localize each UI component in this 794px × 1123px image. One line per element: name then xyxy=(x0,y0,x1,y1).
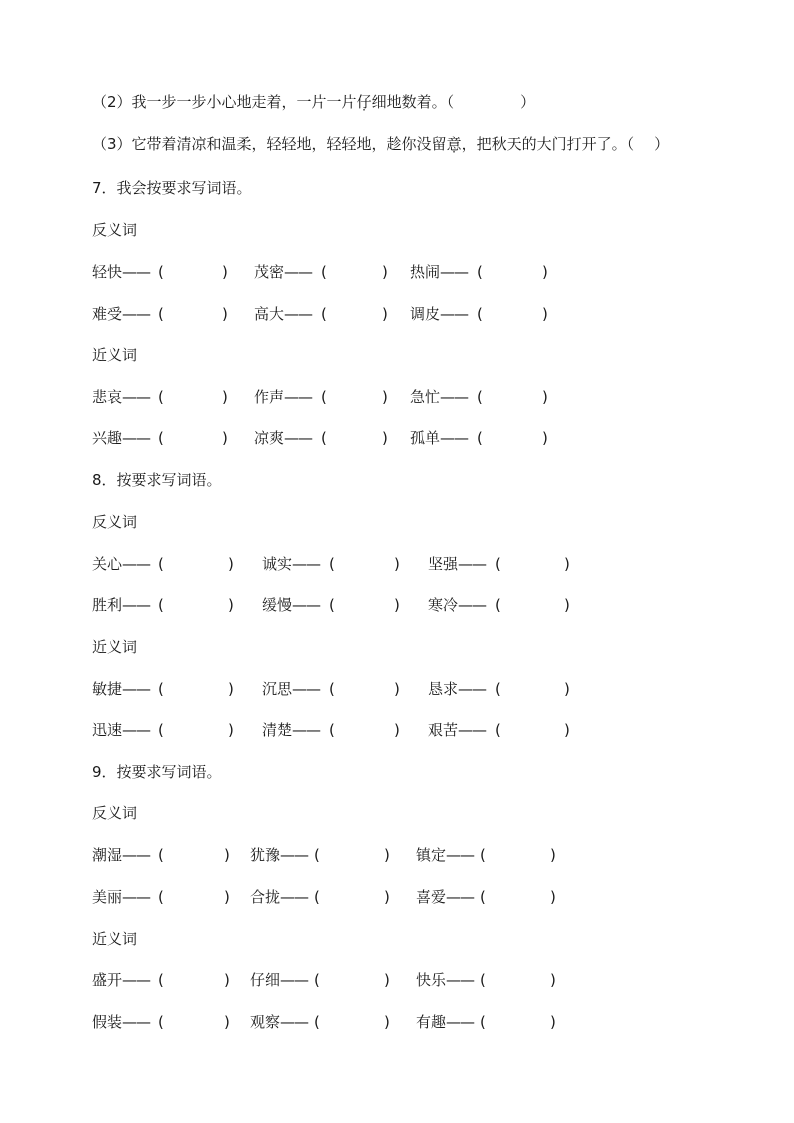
dash: —— xyxy=(122,1013,151,1031)
question-3-dotted-char: 意 xyxy=(446,135,462,153)
answer-blank-close: ) xyxy=(224,888,230,906)
dash: —— xyxy=(446,888,475,906)
dash: —— xyxy=(122,971,151,989)
prompt-word: 凉爽—— xyxy=(254,429,313,447)
prompt-word: 犹豫—— xyxy=(250,846,309,864)
answer-blank-close: ) xyxy=(228,596,234,614)
antonym-label: 反义词 xyxy=(92,221,138,239)
answer-blank-open[interactable]: ( xyxy=(158,846,164,864)
answer-blank-open[interactable]: ( xyxy=(321,305,327,323)
prompt-word: 恳求—— xyxy=(428,680,487,698)
dash: —— xyxy=(284,263,313,281)
answer-blank-close: ) xyxy=(564,555,570,573)
prompt-word: 美丽—— xyxy=(92,888,151,906)
dash: —— xyxy=(458,555,487,573)
answer-blank-open[interactable]: ( xyxy=(495,596,501,614)
answer-blank-open[interactable]: ( xyxy=(158,971,164,989)
answer-blank-open[interactable]: ( xyxy=(158,888,164,906)
dash: —— xyxy=(122,305,151,323)
question-2-line xyxy=(92,92,535,112)
prompt-word: 兴趣—— xyxy=(92,429,151,447)
answer-blank-close: ) xyxy=(382,263,388,281)
question-3-text-post: ，把秋天的大门打开了。 xyxy=(461,135,627,153)
question-3-text-pre: 它带着清凉和温柔，轻轻地，轻轻地，趁你没留 xyxy=(131,135,447,153)
synonym-label: 近义词 xyxy=(92,638,138,656)
prompt-word: 喜爱—— xyxy=(416,888,475,906)
section-title: 9．按要求写词语。 xyxy=(92,763,222,781)
dash: —— xyxy=(446,1013,475,1031)
answer-blank-open[interactable]: ( xyxy=(477,429,483,447)
answer-blank-close: ) xyxy=(394,721,400,739)
answer-blank-close: ) xyxy=(394,555,400,573)
prompt-word: 寒冷—— xyxy=(428,596,487,614)
question-2-text-pre: 我一步一步小心地走着，一片一片 xyxy=(131,93,357,111)
dash: —— xyxy=(292,555,321,573)
prompt-word: 沉思—— xyxy=(262,680,321,698)
answer-blank-close: ) xyxy=(384,1013,390,1031)
prompt-word: 热闹—— xyxy=(410,263,469,281)
word-row xyxy=(92,428,712,448)
answer-blank-close: ) xyxy=(382,305,388,323)
answer-blank-close: ) xyxy=(550,888,556,906)
word-row xyxy=(92,887,712,907)
answer-blank-open[interactable]: ( xyxy=(158,721,164,739)
answer-blank-close: ) xyxy=(384,846,390,864)
antonym-label: 反义词 xyxy=(92,804,138,822)
prompt-word: 胜利—— xyxy=(92,596,151,614)
dash: —— xyxy=(122,721,151,739)
dash: —— xyxy=(122,388,151,406)
answer-blank-open[interactable]: ( xyxy=(477,305,483,323)
word-row xyxy=(92,720,712,740)
prompt-word: 盛开—— xyxy=(92,971,151,989)
dash: —— xyxy=(280,888,309,906)
prompt-word: 敏捷—— xyxy=(92,680,151,698)
answer-blank-close: ) xyxy=(542,305,548,323)
dash: —— xyxy=(446,846,475,864)
answer-blank-close: ) xyxy=(550,1013,556,1031)
answer-blank-close: ) xyxy=(222,263,228,281)
dash: —— xyxy=(122,596,151,614)
word-row xyxy=(92,595,712,615)
answer-blank-open[interactable]: ( xyxy=(480,888,486,906)
answer-blank-close: ) xyxy=(564,721,570,739)
prompt-word: 茂密—— xyxy=(254,263,313,281)
prompt-word: 坚强—— xyxy=(428,555,487,573)
word-row xyxy=(92,304,712,324)
dash: —— xyxy=(122,846,151,864)
dash: —— xyxy=(458,596,487,614)
prompt-word: 合拢—— xyxy=(250,888,309,906)
dash: —— xyxy=(458,721,487,739)
prompt-word: 潮湿—— xyxy=(92,846,151,864)
dash: —— xyxy=(280,971,309,989)
prompt-word: 镇定—— xyxy=(416,846,475,864)
answer-blank-open[interactable]: ( xyxy=(314,971,320,989)
answer-blank-close: ) xyxy=(382,388,388,406)
dash: —— xyxy=(458,680,487,698)
answer-blank-close: ) xyxy=(228,721,234,739)
question-3-open-paren: （ xyxy=(626,135,635,153)
answer-blank-close: ) xyxy=(564,596,570,614)
answer-blank-open[interactable]: ( xyxy=(158,305,164,323)
question-3-line xyxy=(92,134,669,154)
answer-blank-open[interactable]: ( xyxy=(480,1013,486,1031)
answer-blank-close: ) xyxy=(224,1013,230,1031)
word-row xyxy=(92,845,712,865)
answer-blank-open[interactable]: ( xyxy=(321,429,327,447)
question-2-number: （2） xyxy=(92,93,132,111)
prompt-word: 仔细—— xyxy=(250,971,309,989)
prompt-word: 缓慢—— xyxy=(262,596,321,614)
dash: —— xyxy=(440,388,469,406)
dash: —— xyxy=(280,1013,309,1031)
answer-blank-close: ) xyxy=(228,680,234,698)
prompt-word: 快乐—— xyxy=(416,971,475,989)
dash: —— xyxy=(122,429,151,447)
dash: —— xyxy=(446,971,475,989)
dash: —— xyxy=(440,305,469,323)
dash: —— xyxy=(292,680,321,698)
dash: —— xyxy=(284,429,313,447)
answer-blank-open[interactable]: ( xyxy=(314,888,320,906)
prompt-word: 难受—— xyxy=(92,305,151,323)
prompt-word: 轻快—— xyxy=(92,263,151,281)
prompt-word: 观察—— xyxy=(250,1013,309,1031)
answer-blank-close: ) xyxy=(394,680,400,698)
answer-blank-close: ) xyxy=(542,263,548,281)
prompt-word: 清楚—— xyxy=(262,721,321,739)
answer-blank-open[interactable]: ( xyxy=(329,680,335,698)
word-row xyxy=(92,970,712,990)
prompt-word: 作声—— xyxy=(254,388,313,406)
prompt-word: 调皮—— xyxy=(410,305,469,323)
word-row xyxy=(92,262,712,282)
answer-blank-open[interactable]: ( xyxy=(321,388,327,406)
question-2-close-paren: ） xyxy=(520,93,536,111)
prompt-word: 关心—— xyxy=(92,555,151,573)
answer-blank-close: ) xyxy=(222,388,228,406)
answer-blank-open[interactable]: ( xyxy=(158,596,164,614)
word-row xyxy=(92,387,712,407)
prompt-word: 孤单—— xyxy=(410,429,469,447)
question-2-text-post: 细地数着。 xyxy=(371,93,447,111)
dash: —— xyxy=(440,263,469,281)
answer-blank-close: ) xyxy=(224,846,230,864)
answer-blank-open[interactable]: ( xyxy=(495,721,501,739)
answer-blank-open[interactable]: ( xyxy=(321,263,327,281)
answer-blank-close: ) xyxy=(222,305,228,323)
answer-blank-open[interactable]: ( xyxy=(495,555,501,573)
prompt-word: 有趣—— xyxy=(416,1013,475,1031)
answer-blank-open[interactable]: ( xyxy=(158,555,164,573)
answer-blank-open[interactable]: ( xyxy=(329,596,335,614)
dash: —— xyxy=(284,305,313,323)
answer-blank-open[interactable]: ( xyxy=(329,721,335,739)
question-3-close-paren: ） xyxy=(654,135,670,153)
dash: —— xyxy=(280,846,309,864)
answer-blank-open[interactable]: ( xyxy=(314,846,320,864)
answer-blank-close: ) xyxy=(228,555,234,573)
answer-blank-close: ) xyxy=(384,888,390,906)
dash: —— xyxy=(284,388,313,406)
section-title: 8．按要求写词语。 xyxy=(92,471,222,489)
prompt-word: 艰苦—— xyxy=(428,721,487,739)
answer-blank-close: ) xyxy=(224,971,230,989)
answer-blank-close: ) xyxy=(550,846,556,864)
answer-blank-open[interactable]: ( xyxy=(329,555,335,573)
dash: —— xyxy=(122,555,151,573)
answer-blank-open[interactable]: ( xyxy=(480,846,486,864)
answer-blank-close: ) xyxy=(564,680,570,698)
answer-blank-open[interactable]: ( xyxy=(477,263,483,281)
dash: —— xyxy=(292,721,321,739)
synonym-label: 近义词 xyxy=(92,346,138,364)
answer-blank-close: ) xyxy=(542,429,548,447)
answer-blank-close: ) xyxy=(542,388,548,406)
question-2-dotted-char: 仔 xyxy=(356,93,372,111)
question-2-open-paren: （ xyxy=(446,93,455,111)
dash: —— xyxy=(292,596,321,614)
section-title: 7．我会按要求写词语。 xyxy=(92,179,252,197)
answer-blank-open[interactable]: ( xyxy=(158,263,164,281)
dash: —— xyxy=(122,680,151,698)
question-3-number: （3） xyxy=(92,135,132,153)
synonym-label: 近义词 xyxy=(92,930,138,948)
word-row xyxy=(92,554,712,574)
answer-blank-open[interactable]: ( xyxy=(314,1013,320,1031)
prompt-word: 急忙—— xyxy=(410,388,469,406)
answer-blank-open[interactable]: ( xyxy=(158,1013,164,1031)
dash: —— xyxy=(122,263,151,281)
answer-blank-close: ) xyxy=(382,429,388,447)
answer-blank-close: ) xyxy=(550,971,556,989)
antonym-label: 反义词 xyxy=(92,513,138,531)
answer-blank-open[interactable]: ( xyxy=(477,388,483,406)
answer-blank-close: ) xyxy=(384,971,390,989)
word-row xyxy=(92,1012,712,1032)
prompt-word: 迅速—— xyxy=(92,721,151,739)
answer-blank-open[interactable]: ( xyxy=(495,680,501,698)
answer-blank-close: ) xyxy=(394,596,400,614)
answer-blank-open[interactable]: ( xyxy=(158,388,164,406)
prompt-word: 诚实—— xyxy=(262,555,321,573)
word-row xyxy=(92,679,712,699)
prompt-word: 高大—— xyxy=(254,305,313,323)
answer-blank-open[interactable]: ( xyxy=(158,680,164,698)
prompt-word: 假装—— xyxy=(92,1013,151,1031)
answer-blank-open[interactable]: ( xyxy=(480,971,486,989)
dash: —— xyxy=(440,429,469,447)
prompt-word: 悲哀—— xyxy=(92,388,151,406)
answer-blank-open[interactable]: ( xyxy=(158,429,164,447)
answer-blank-close: ) xyxy=(222,429,228,447)
dash: —— xyxy=(122,888,151,906)
